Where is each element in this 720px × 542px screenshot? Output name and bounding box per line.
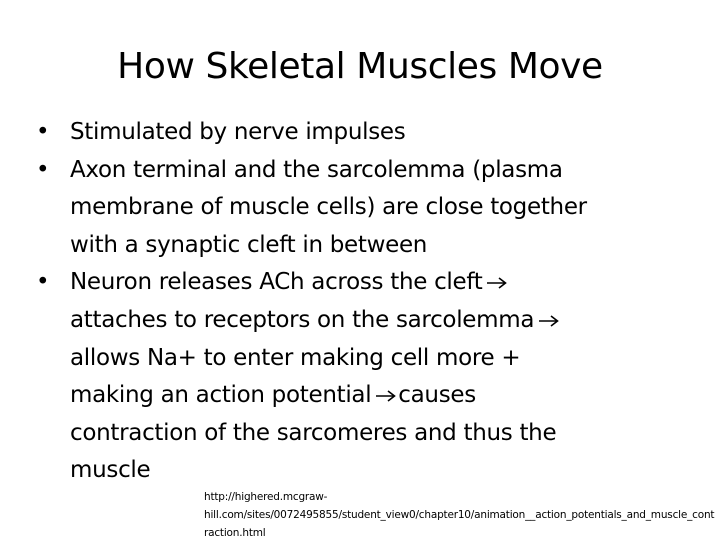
bullet-text: Neuron releases ACh across the cleft — [70, 269, 483, 296]
bullet-marker: • — [36, 119, 50, 145]
source-link-line: raction.html — [204, 527, 266, 539]
bullet-text: making an action potential — [70, 382, 372, 409]
bullet-line — [70, 264, 720, 302]
bullet-text: attaches to receptors on the sarcolemma — [70, 306, 535, 333]
bullet-line — [70, 302, 720, 340]
bullet-marker: • — [36, 156, 50, 183]
bullet-item — [36, 264, 720, 490]
right-arrow-icon — [538, 314, 560, 328]
bullet-item — [36, 114, 720, 152]
bullet-text: causes — [398, 382, 476, 409]
bullet-line: contraction of the sarcomeres and thus the — [70, 419, 557, 446]
bullet-line: allows Na+ to enter making cell more + — [70, 344, 521, 371]
bullet-list — [36, 114, 720, 490]
bullet-line: membrane of muscle cells) are close together — [70, 194, 587, 221]
bullet-line — [70, 377, 720, 415]
source-link-line: http://highered.mcgraw- — [204, 491, 328, 503]
right-arrow-icon — [486, 276, 508, 290]
bullet-marker: • — [36, 269, 50, 296]
bullet-item — [36, 152, 720, 265]
source-link-line: hill.com/sites/0072495855/student_view0/chapter10/animation__action_potentials_and_muscle_cont — [204, 509, 715, 521]
bullet-line: muscle — [70, 457, 151, 484]
right-arrow-icon — [375, 389, 397, 403]
source-link[interactable] — [204, 488, 714, 542]
bullet-line: Stimulated by nerve impulses — [70, 119, 406, 145]
slide-title: How Skeletal Muscles Move — [117, 46, 603, 87]
bullet-line: with a synaptic cleft in between — [70, 231, 428, 258]
bullet-line: Axon terminal and the sarcolemma (plasma — [70, 156, 563, 183]
